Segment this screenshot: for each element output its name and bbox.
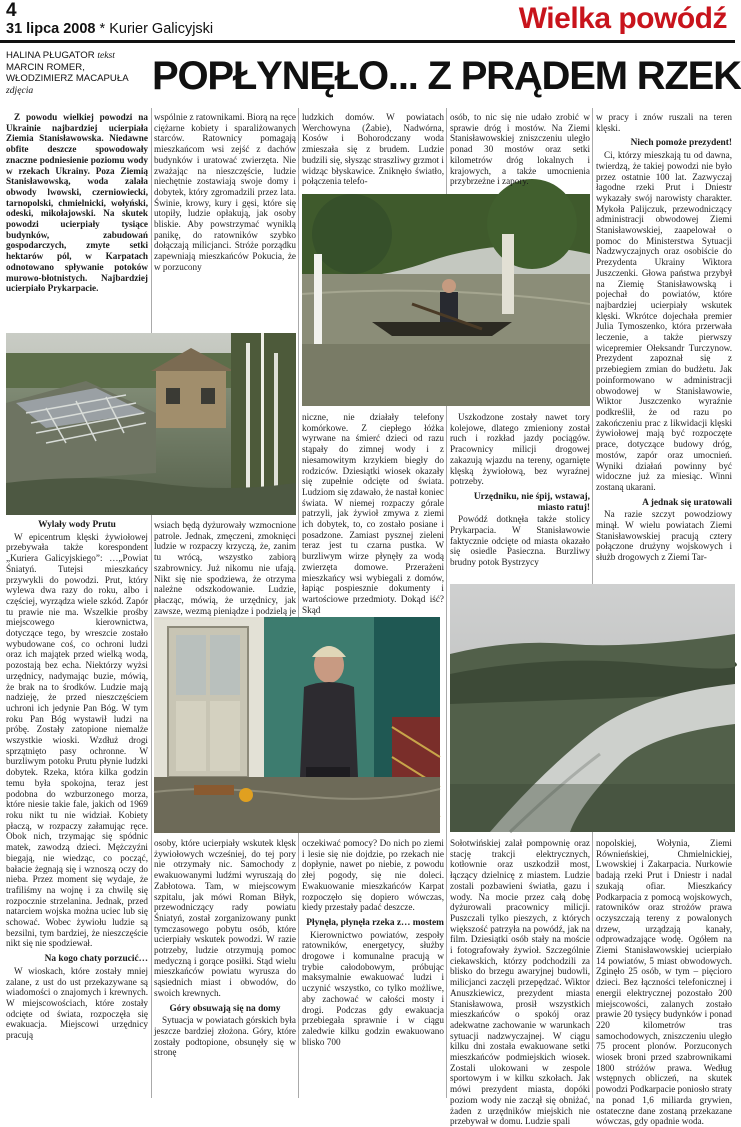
col2-text-mid bbox=[154, 520, 296, 616]
col3-text-top bbox=[302, 112, 444, 190]
issue-date: 31 lipca 2008 bbox=[6, 21, 96, 37]
separator-star: * bbox=[99, 21, 106, 37]
photo-flooded-houses bbox=[6, 333, 296, 515]
body-paragraph: ludzkich domów. W powiatach Werchowyna (Żabie), Nadwórna, Kosów i Bohorodczany woda zmieszała się z brudem. Ludzie budzili się, słysząc straszliwy grzmot i widząc błyskawice. Zniknęło światło, połączenia telefo- bbox=[302, 112, 444, 187]
lead-paragraph bbox=[6, 112, 148, 327]
body-paragraph: nopolskiej, Wołynia, Ziemi Równieńskiej, Chmielnickiej, Lwowskiej i Zakarpacia. Nurkowie badają rzeki Prut i Dniestr i nadal szukają ofiar. Mieszkańcy Podkarpacia z pomocą wojskowych, ratowników oraz strożów prawa oczyszczają tereny z powalonych drzew, urządzają kanały, odprowadzające wodę. Ogółem na Ziemi Stanisławowskiej ucierpiało 14 powiatów, 5 miast obwodowych. Zginęło 25 osób, w tym – pięcioro dzieci. Bez łączności telefonicznej i energii elektrycznej pozostało 200 miejscowości, zalanych zostało prawie 20 tysięcy budynków i ponad 220 kilometrów tras samochodowych, zniszczeniu uległo 75 procent plonów. Porzuconych wiosek broni przed szabrownikami 1800 stróżów prawa. Według wstępnych obliczeń, na skutek powodzi Podkarpacie poniosło straty na ponad 1,6 miliarda grywien, ostateczne dane zostaną przekazane wówczas, gdy opadnie woda. bbox=[596, 838, 733, 1127]
page-number: 4 bbox=[6, 0, 17, 21]
column-rule bbox=[298, 108, 299, 1098]
section-subheading: Płynęła, płynęła rzeka z… mostem bbox=[306, 917, 444, 928]
body-paragraph: osób, to nic się nie udało zrobić w sprawie dróg i mostów. Na Ziemi Stanisławowskiej zniszczeniu uległo ponad 30 mostów oraz setki kilometrów dróg lokalnych i krajowych, a także umocnienia przybrzeżne i zapory. bbox=[450, 112, 590, 187]
col1-article-text bbox=[6, 520, 148, 1100]
col2-text-bottom bbox=[154, 838, 296, 1100]
photo-woman-flooded-home bbox=[154, 617, 440, 833]
body-paragraph: Ci, którzy mieszkają tu od dawna, twierdzą, że takiej powodzi nie było przez ostatnie 100 lat. Zazwyczaj łagodne rzeki Prut i Dniestr wykazały swój narowisty charakter. Mykoła Palijczuk, przewodniczący administracji obwodowej Ziemi Stanisławowskiej, zaapelował o pomoc do Ministerstwa Sytuacji Nadzwyczajnych oraz osobiście do Prezydenta Ukrainy Wiktora Juszczenki. Głowa państwa przybył na Ziemię Stanisławowską i pojechał do powiatów, które najbardziej ucierpiały wskutek klęski. Wkrótce dojechała premier Julia Tymoszenko, która przerwała leczenie, a także pierwszy wicepremier Ołeksandr Turczynow. Prezydent zapoznał się z przebiegiem zmian do budżetu. Jak poinformowano w administracji obwodowej w Stanisławowie, Wiktor Juszczenko wyraźnie podkreślił, że od razu po zakończeniu prac z likwidacji klęski żywiołowej mają być rozpoczęte prace, dotyczące budowy dróg, mostów, zapór oraz umocnień. Wyniki działań powinny być widoczne już za miesiąc. Winni zostaną ukarani. bbox=[596, 150, 732, 492]
col5-text-top bbox=[596, 112, 732, 580]
body-paragraph: Uszkodzone zostały nawet tory kolejowe, dlatego zmieniony został ruch i rozkład jazdy pociągów. Pracownicy milicji drogowej zakazują wjazdu na tereny, ogarnięte klęską żywiołową, bez wyraźnej potrzeby. bbox=[450, 412, 590, 487]
column-rule bbox=[151, 108, 152, 1098]
section-title: Wielka powódź bbox=[518, 2, 727, 35]
byline-role-text: tekst bbox=[97, 50, 115, 61]
section-subheading: Na kogo chaty porzucić… bbox=[44, 954, 148, 965]
body-paragraph: Powódź dotknęła także stolicy Prykarpacia. W Stanisławowie faktycznie odcięte od miasta okazało się osiedle Pasieczna. Burzliwy brudny potok Bystrzycy bbox=[450, 514, 590, 568]
section-subheading: Wylały wody Prutu bbox=[38, 520, 116, 530]
body-paragraph: W wioskach, które zostały mniej zalane, z ust do ust przekazywane są wiadomości o znajomych i krewnych. W miejscowościach, które zostały odcięte od świata, rozpoczęła się ewakuacja. Miejscowi urzędnicy pracują bbox=[6, 965, 148, 1041]
col5-text-bottom bbox=[596, 838, 733, 1127]
aerial-river-image bbox=[450, 584, 735, 832]
headline: POPŁYNĘŁO... Z PRĄDEM RZEK bbox=[152, 54, 741, 98]
byline-author: WŁODZIMIERZ MACAPUŁA bbox=[6, 73, 129, 84]
section-subheading: Urzędniku, nie śpij, wstawaj, miasto ratuj! bbox=[473, 491, 590, 513]
byline bbox=[6, 50, 146, 96]
section-subheading: Niech pomoże prezydent! bbox=[630, 138, 732, 149]
body-paragraph: osoby, które ucierpiały wskutek klęsk żywiołowych wcześniej, do tej pory nie otrzymały nic. Samochody z ewakuowanymi ludźmi wyruszają do Zabłotowa. Tam, w miejscowym szpitalu, jak mówi Roman Biłyk, przewodniczący rady powiatu Śniatyń, został zorganizowany punkt tymczasowego pobytu osób, które ucierpiały wskutek powodzi. W razie potrzeby, ludzie otrzymują pomoc medyczną i gorące posiłki. Stąd wielu mieszkańców powiatu wyrusza do sąsiednich miast i obwodów, do swoich krewnych. bbox=[154, 838, 296, 998]
col4-text-bottom bbox=[450, 838, 590, 1127]
issue-date-line bbox=[6, 21, 213, 37]
byline-author: HALINA PŁUGATOR bbox=[6, 50, 95, 61]
body-paragraph: w pracy i znów ruszali na teren klęski. bbox=[596, 112, 732, 133]
woman-in-flooded-home-image bbox=[154, 617, 440, 833]
body-paragraph: Sołotwińskiej zalał pompownię oraz stację trakcji elektrycznych, kotłownie oraz uszkodził most, łączący dzielnicę z miastem. Ludzie zostali pozbawieni światła, gazu i wody. Na mocie przez całą dobę dyżurowali pracownicy milicji. Puszczali tylko pieszych, z których większość patrzyła na powódź, jak na film. Dziesiątki osób stały na moście i fotografowały żywioł. Szczególnie ciekawskich, którzy podchodzili za blisko do brzegu awaryjnej budowli, milicjanci zaczęli przepędzać. Wiktor Anuszkiewicz, prezydent miasta Stanisławowa, prosił wszystkich mieszkańców o spokój oraz adekwatne zachowanie w warunkach sytuacji nadzwyczajnej. W ciągu kilku dni została ewakuowane setki mieszkańców podmiejskich wiosek. Zostali ulokowani w zespole sportowym i w kilku szkołach. Jak mówi prezydent miasta, dopóki poziom wody nie zaczął się obniżać, żaden z urzędników miejskich nie przebywał w domu. Ludzie spali bbox=[450, 838, 590, 1127]
section-subheading: Góry obsuwają się na domy bbox=[169, 1003, 281, 1014]
body-paragraph: Na razie szczyt powodziowy minął. W wielu powiatach Ziemi Stanisławowskiej pracują cztery połączone drużyny wojskowych i służb drogowych z Ziemi Tar- bbox=[596, 509, 732, 563]
body-paragraph: niczne, nie działały telefony komórkowe. Z ciepłego łóżka wyrwane na śmierć dzieci od razu stąpały do zimnej wody i z niesamowitym krzykiem biegły do rodziców. Dziesiątki wiosek okazały się zupełnie odcięte od świata. Ludziom się zdawało, że nastał koniec świata. W niemej rozpaczy górale patrzyli, jak żywioł zmywa z ziemi ich dobytek, to, co zostało posiane i posadzone. Zamiast pysznej zieleni teraz jest tu czarna pustka. W burzliwym wirze płynęły za wodą zwierzęta domowe. Przerażeni mieszkańcy wsi wybiegali z domów, łapiąc pospiesznie dokumenty i wartościowe przedmioty. Dokąd iść? Skąd bbox=[302, 412, 444, 615]
lead-text: Z powodu wielkiej powodzi na Ukrainie najbardziej ucierpiała Ziemia Stanisławowska. Niedawne obfite deszcze spowodowały znaczne podniesienie poziomu wody w rzekach Ukrainy. Poza Ziemią Stanisławowską, woda zalała obwody lwowski, czerniowiecki, tarnopolski, chmielnicki, wołyński, odeski, mikołajowski. Na skutek powodzi ucierpiały tysiące budynków, zabudowań gospodarczych, zmyte setki hektarów pól, w Karpatach odnotowano spływanie potoków murowo-błotnistych. Najbardziej ucierpiało Prykarpacie. bbox=[6, 112, 148, 294]
body-paragraph: oczekiwać pomocy? Do nich po ziemi i lesie się nie dojdzie, po rzekach nie dopłynie, nawet po niebie, z powodu złej pogody, się nie doleci. Ewakuowanie mieszkańców Karpat rozpoczęło się dopiero wówczas, kiedy przestały padać deszcze. bbox=[302, 838, 444, 913]
col2-text-top bbox=[154, 112, 296, 330]
col3-text-mid bbox=[302, 412, 444, 616]
body-paragraph: W epicentrum klęski żywiołowej przebywała także korespondent „Kuriera Galicyjskiego”: …„Powiat Śniatyń. Tutejsi mieszkańcy przywykli do powodzi. Prut, który wylewa dwa razy do roku, albo i częściej, wyrządza wiele szkód. Zapór tu prawie nie ma. Wszelkie prośby miejscowego kierownictwa, dotyczące tego, by wreszcie zostało wybudowane coś, co ochroni ludzi oraz ich majątek przed wielką wodą, pozostają bez echa. Niektórzy wyżsi urzędnicy, nadymając buzie, mówią, że brak na to środków. Ludzie mają nadzieję, że przed nieszczęściem uchroni ich jedynie Pan Bóg. W tym roku Pan Bóg wystawił ludzi na próbę. Zostały zatopione niemalże wszystkie wioski. Wzdłuż drogi sprzątnięto pasy ochronne. W burzliwym potoku Prutu płynie ludzki dobytek. Rzeka, która kilka godzin temu była spokojna, teraz jest podobna do wzburzonego morza, które niesie takie fale, jakich od 1969 roku nikt tu nie widział. Kobiety płaczą, w rozpaczy załamując ręce. Obok nich, trzymając się spódnic matek, zawodzą dzieci. Mężczyźni biegają, nie wiedząc, co począć, bałacie żegnają się i wznoszą oczy do nieba. Przez moment się wydaje, że trafiliśmy na wojnę i za chwilę się rozpocznie strzelanina. Jednak, przed natarciem wojska można uciec lub się schować. Wobec żywiołu ludzie są bezsilni, tym bardziej, że nieszczęście nikt się nie spodziewał. bbox=[6, 531, 148, 949]
photo-aerial-river bbox=[450, 584, 735, 832]
col4-text-mid bbox=[450, 412, 590, 580]
newspaper-name: Kurier Galicyjski bbox=[109, 21, 214, 37]
body-paragraph: Kierownictwo powiatów, zespoły ratowników, energetycy, służby drogowe i komunalne pracują w trybie całodobowym, próbując maksymalnie ewakuować ludzi i uczynić wszystko, co tylko możliwe, aby zachować w całości mosty i drogi. Podczas gdy ewakuacja przebiegała sprawnie i w ciągu zaledwie kilku godzin ewakuowano blisko 700 bbox=[302, 929, 444, 1047]
section-subheading: A jednak się uratowali bbox=[642, 497, 732, 508]
man-in-boat-image bbox=[302, 194, 590, 406]
body-paragraph: wspólnie z ratownikami. Biorą na ręce ciężarne kobiety i sparaliżowanych starców. Ratownicy pomagają mieszkańcom wsi zejść z dachów budynków i uratować zwierzęta. Nie zważając na nieszczęście, ludzie niechętnie zostawiają swoje domy i dobytek, który zgromadzili przez lata. Świnie, krowy, kury i gęsi, które się utopiły, ludzie opłakują, jak osoby bliskie. Aby powstrzymać wyniklą panikę, do ratowników szybko dołączają milicjanci. Stróże porządku zapewniają mieszkańców Pokucia, że w porzucony bbox=[154, 112, 296, 272]
body-paragraph: Sytuacja w powiatach górskich była jeszcze bardziej złożona. Góry, które zostały podtopione, obsunęły się w stronę bbox=[154, 1015, 296, 1058]
flooded-houses-image bbox=[6, 333, 296, 515]
photo-man-in-boat bbox=[302, 194, 590, 406]
byline-role-photos: zdjęcia bbox=[6, 84, 34, 96]
col4-text-top bbox=[450, 112, 590, 190]
header-rule bbox=[0, 40, 735, 43]
col3-text-bottom bbox=[302, 838, 444, 1100]
byline-line-1 bbox=[6, 50, 146, 62]
byline-author: MARCIN ROMER, bbox=[6, 61, 85, 73]
body-paragraph: wsiach będą dyżurowały wzmocnione patrole. Jednak, zmęczeni, zmoknięci ludzie w rozpaczy krzyczą, że, zanim tu wrócą, wszystko zabiorą szabrownicy. Już nikomu nie ufają. Nikt się nie spodziewa, że otrzyma należne odszkodowanie. Ludzie, płacząc, mówią, że urzędnicy, jak zawsze, wezmą pieniądze i podzielą je bbox=[154, 520, 296, 616]
